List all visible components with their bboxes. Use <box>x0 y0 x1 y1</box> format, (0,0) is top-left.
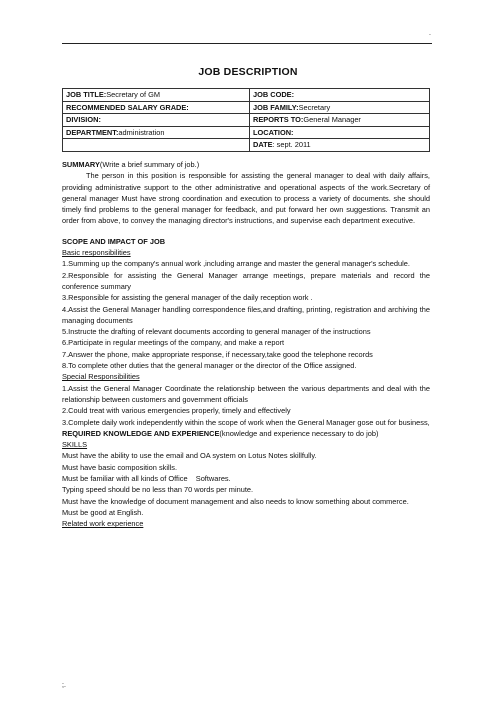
job-family-cell <box>250 101 430 114</box>
list-item: 3.Responsible for assisting the general manager of the daily reception work . <box>62 293 313 303</box>
job-code-cell <box>250 89 430 102</box>
document-title: JOB DESCRIPTION <box>198 66 298 78</box>
special-responsibilities-heading: Special Responsibilities <box>62 372 140 382</box>
job-title-cell <box>63 89 250 102</box>
location-label: LOCATION: <box>253 127 294 137</box>
location-cell <box>250 126 430 139</box>
list-item: Must be familiar with all kinds of Office Softwares. <box>62 474 231 484</box>
table-row <box>63 89 430 102</box>
list-item: Must have basic composition skills. <box>62 462 178 472</box>
requirements-heading: REQUIRED KNOWLEDGE AND EXPERIENCE <box>62 428 220 438</box>
list-item: 7.Answer the phone, make appropriate response, if necessary,take good the telephone records <box>62 349 373 359</box>
department-value: administration <box>118 127 165 137</box>
scope-heading: SCOPE AND IMPACT OF JOB <box>62 236 166 246</box>
job-title-value: Secretary of GM <box>106 90 161 100</box>
list-item: 5.Instructe the drafting of relevant documents according to general manager of the instructions <box>62 327 371 337</box>
reports-to-label: REPORTS TO: <box>253 115 304 125</box>
salary-grade-label: RECOMMENDED SALARY GRADE: <box>66 102 189 112</box>
list-item: 8.To complete other duties that the general manager or the director of the Office assigned. <box>62 361 357 371</box>
basic-responsibilities-list <box>62 258 430 371</box>
reports-to-cell <box>250 114 430 127</box>
document-body <box>62 159 430 530</box>
department-label: DEPARTMENT: <box>66 127 119 137</box>
table-row <box>63 101 430 114</box>
reports-to-value: General Manager <box>303 115 361 125</box>
related-experience-heading: Related work experience <box>62 519 144 529</box>
skills-list <box>62 450 430 518</box>
basic-responsibilities-heading: Basic responsibilities <box>62 248 131 258</box>
summary-text: The person in this position is responsible for assisting the general manager to deal with daily affairs, providing administrative support to the other administrative and operational aspects of the work.Secretary of general manager Must have strong coordination and execution to process a variety of documents. she should timely find problems to the general manager for feedback, and put forward her own suggestions. Transmit an order from above, to convey the managing director's instructions, and supervise each department executive. <box>62 171 430 226</box>
requirements-heading-line <box>62 428 430 439</box>
salary-grade-cell <box>63 101 250 114</box>
job-info-table <box>62 88 430 152</box>
job-family-value: Secretary <box>298 102 331 112</box>
list-item: 1.Summing up the company's annual work ,including arrange and master the general manager's schedule. <box>62 259 410 269</box>
summary-heading-note: (Write a brief summary of job.) <box>99 160 200 169</box>
summary-heading-line <box>62 159 430 170</box>
job-code-label: JOB CODE: <box>253 90 295 100</box>
list-item: 2.Could treat with various emergencies properly, timely and effectively <box>62 406 291 416</box>
header-mark: . <box>429 30 431 37</box>
list-item: 6.Participate in regular meetings of the company, and make a report <box>62 338 285 348</box>
list-item: Typing speed should be no less than 70 words per minute. <box>62 485 254 495</box>
job-title-label: JOB TITLE: <box>66 90 107 100</box>
date-value: : sept. 2011 <box>272 140 311 150</box>
header-rule <box>62 43 432 44</box>
job-family-label: JOB FAMILY: <box>253 102 299 112</box>
department-cell <box>63 126 250 139</box>
list-item: 4.Assist the General Manager handling correspondence files,and drafting, printing, registration and archiving the managing documents <box>62 304 430 325</box>
date-cell <box>250 139 430 152</box>
empty-cell <box>63 139 250 152</box>
skills-heading: SKILLS <box>62 440 88 450</box>
requirements-heading-note: (knowledge and experience necessary to do job) <box>219 428 379 438</box>
list-item: 1.Assist the General Manager Coordinate the relationship between the various departments and deal with the relationship between customers and government officials <box>62 383 430 404</box>
special-responsibilities-list <box>62 383 430 428</box>
list-item: 2.Responsible for assisting the General Manager arrange meetings, prepare materials and record the conference summary <box>62 270 430 291</box>
table-row <box>63 139 430 152</box>
list-item: Must have the knowledge of document management and also needs to know something about commerce. <box>62 496 409 506</box>
footer-mark: ;. <box>62 682 66 689</box>
summary-heading: SUMMARY <box>62 160 100 169</box>
division-cell <box>63 114 250 127</box>
list-item: Must have the ability to use the email and OA system on Lotus Notes skillfully. <box>62 451 317 461</box>
table-row <box>63 114 430 127</box>
date-label: DATE <box>253 140 273 150</box>
division-label: DIVISION: <box>66 115 101 125</box>
list-item: 3.Complete daily work independently within the scope of work when the General Manager gose out for business, <box>62 417 430 427</box>
list-item: Must be good at English. <box>62 507 144 517</box>
table-row <box>63 126 430 139</box>
